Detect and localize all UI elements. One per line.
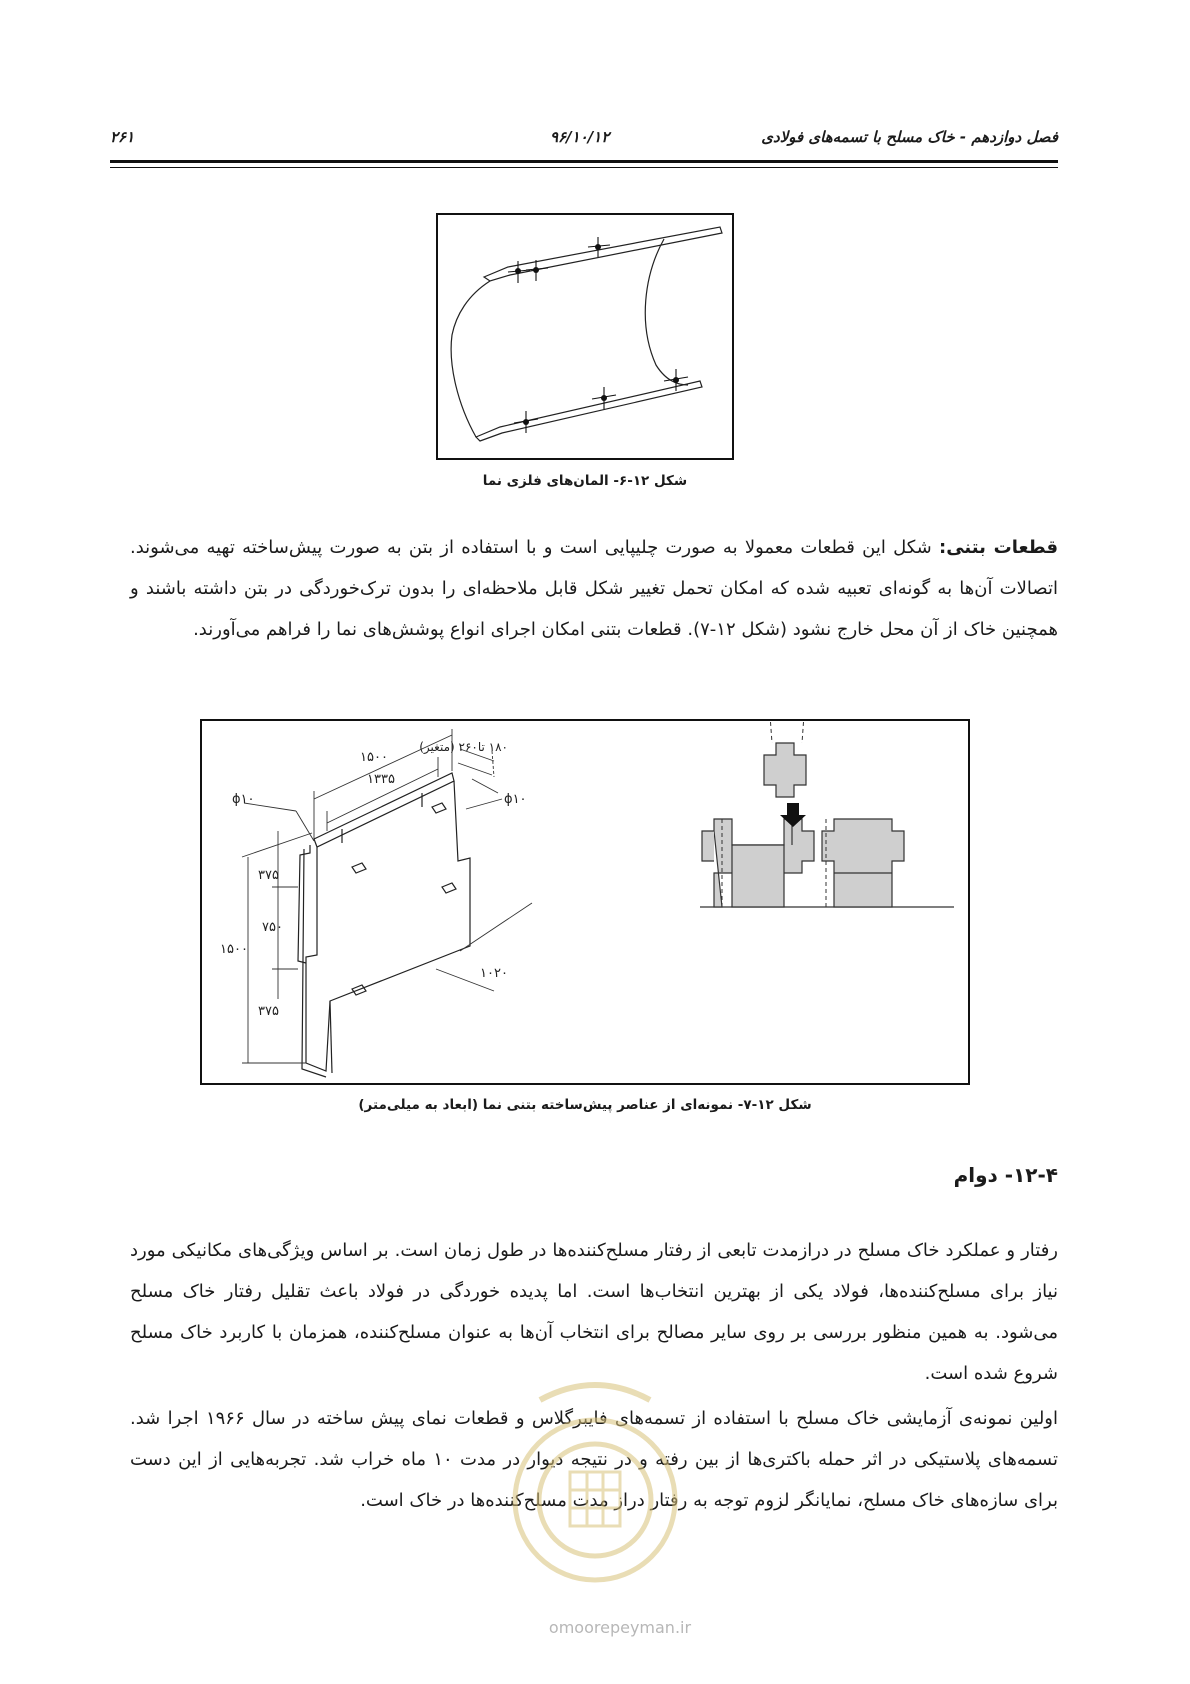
figure-concrete-facing xyxy=(200,719,970,1085)
metal-facing-drawing xyxy=(438,215,732,458)
dim-phi-right: ϕ۱۰ xyxy=(504,792,527,807)
paragraph-lead: قطعات بتنی: xyxy=(939,537,1058,558)
running-header xyxy=(110,128,1058,152)
dim-1020: ۱۰۲۰ xyxy=(480,966,508,981)
dim-1500-top: ۱۵۰۰ xyxy=(360,750,388,765)
dim-1335: ۱۳۳۵ xyxy=(367,772,395,787)
dim-thickness: ۱۸۰ تا۲۶۰ (متغیر) xyxy=(419,740,508,754)
header-date: ۹۶/۱۰/۱۲ xyxy=(550,128,610,146)
paragraph-body: شکل این قطعات معمولا به صورت چلیپایی است و با استفاده از بتن به صورت پیش‌ساخته تهیه می‌شوند. اتصالات آن‌ها به گونه‌ای تعبیه شده که امکان تحمل تغییر شکل قابل ملاحظه‌ای را بدون ترک‌خوردگی در بتن داشته باشند و همچنین خاک از آن محل خارج نشود (شکل ۱۲-۷). قطعات بتنی امکان اجرای انواع پوشش‌های نما را فراهم می‌آورند. xyxy=(130,537,1058,640)
concrete-facing-drawing xyxy=(202,721,968,1083)
chapter-title: فصل دوازدهم - خاک مسلح با تسمه‌های فولادی xyxy=(761,128,1058,146)
figure-caption: شکل ۱۲-۷- نمونه‌ای از عناصر پیش‌ساخته بتنی نما (ابعاد به میلی‌متر) xyxy=(358,1097,812,1113)
page-number: ۲۶۱ xyxy=(110,128,135,146)
paragraph-first-test: اولین نمونه‌ی آزمایشی خاک مسلح با استفاده از تسمه‌های فایبرگلاس و قطعات نمای پیش ساخته در سال ۱۹۶۶ اجرا شد. تسمه‌های پلاستیکی در اثر حمله باکتری‌ها از بین رفته و در نتیجه دیوار در مدت ۱۰ ماه خراب شد. تجربه‌هایی از این دست برای سازه‌های خاک مسلح، نمایانگر لزوم توجه به رفتار دراز مدت مسلح‌کننده‌ها در خاک است. xyxy=(130,1408,1058,1511)
paragraph-concrete-panels xyxy=(130,527,1058,650)
dim-1500-left: ۱۵۰۰ xyxy=(220,942,248,957)
seal-icon xyxy=(470,1360,720,1610)
dim-375-top: ۳۷۵ xyxy=(258,868,279,883)
paragraph-durability: رفتار و عملکرد خاک مسلح در درازمدت تابعی از رفتار مسلح‌کننده‌ها در طول زمان است. بر اساس ویژگی‌های مکانیکی مورد نیاز برای مسلح‌کننده‌ها، فولاد یکی از بهترین انتخاب‌ها است. اما پدیده خوردگی در فولاد باعث تقلیل رفتار خاک مسلح می‌شود. به همین منظور بررسی بر روی سایر مصالح برای انتخاب آن‌ها به عنوان مسلح‌کننده، همزمان با کاربرد خاک مسلح شروع شده است. xyxy=(130,1240,1058,1384)
figure-caption: شکل ۱۲-۶- المان‌های فلزی نما xyxy=(482,473,688,489)
dim-750: ۷۵۰ xyxy=(262,920,283,935)
dim-375-bottom: ۳۷۵ xyxy=(258,1004,279,1019)
header-rule-thick xyxy=(110,160,1058,163)
dim-phi-left: ϕ۱۰ xyxy=(232,792,255,807)
section-heading: ۱۲-۴- دوام xyxy=(953,1163,1058,1187)
watermark-logo xyxy=(470,1360,720,1610)
watermark-url: omoorepeyman.ir xyxy=(548,1618,692,1637)
figure-metal-facing xyxy=(436,213,734,460)
header-rule-thin xyxy=(110,167,1058,168)
